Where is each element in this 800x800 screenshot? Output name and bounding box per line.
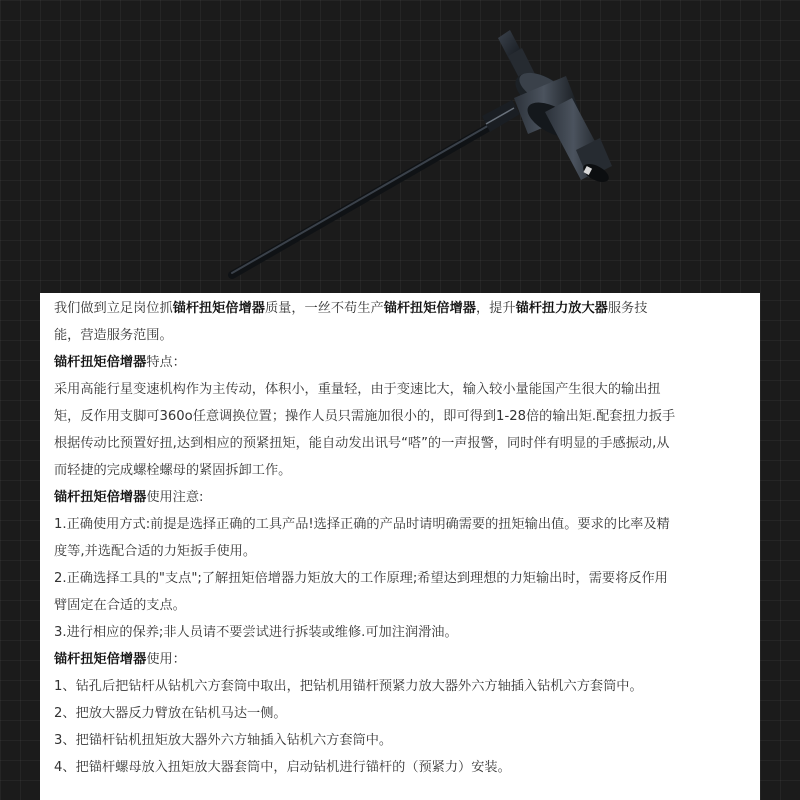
- notes-line: 臂固定在合适的支点。: [54, 598, 186, 613]
- notes-line: 3.进行相应的保养;非人员请不要尝试进行拆装或维修.可加注润滑油。: [54, 625, 458, 640]
- torque-multiplier-product-image: [0, 0, 800, 292]
- notes-line: 1.正确使用方式:前提是选择正确的工具产品!选择正确的产品时请明确需要的扭矩输出值。要求的比率及精: [54, 517, 670, 532]
- notes-heading: 锚杆扭矩倍增器使用注意:: [54, 490, 204, 505]
- features-line: 采用高能行星变速机构作为主传动，体积小，重量轻，由于变速比大，输入较小量能国产生很大的输出扭: [54, 382, 661, 397]
- features-heading: 锚杆扭矩倍增器特点：: [54, 355, 186, 370]
- features-line: 而轻捷的完成螺栓螺母的紧固拆卸工作。: [54, 463, 292, 478]
- usage-step: 3、把锚杆钻机扭矩放大器外六方轴插入钻机六方套筒中。: [54, 733, 393, 748]
- usage-step: 2、把放大器反力臂放在钻机马达一侧。: [54, 706, 287, 721]
- features-line: 矩，反作用支脚可360o任意调换位置；操作人员只需施加很小的，即可得到1-28倍的输出矩.配套扭力扳手: [54, 409, 676, 424]
- notes-line: 2.正确选择工具的"支点";了解扭矩倍增器力矩放大的工作原理;希望达到理想的力矩输出时，需要将反作用: [54, 571, 668, 586]
- description-panel: [40, 293, 760, 800]
- intro-line-2: 能，营造服务范围。: [54, 328, 173, 343]
- usage-step: 1、钻孔后把钻杆从钻机六方套筒中取出，把钻机用锚杆预紧力放大器外六方轴插入钻机六方套筒中。: [54, 679, 643, 694]
- usage-heading: 锚杆扭矩倍增器使用：: [54, 652, 186, 667]
- notes-line: 度等,并选配合适的力矩扳手使用。: [54, 544, 257, 559]
- usage-step: 4、把锚杆螺母放入扭矩放大器套筒中，启动钻机进行锚杆的（预紧力）安装。: [54, 760, 511, 775]
- features-line: 根据传动比预置好扭,达到相应的预紧扭矩，能自动发出讯号“嗒”的一声报警，同时伴有明显的手感振动,从: [54, 436, 670, 451]
- intro-line-1: 我们做到立足岗位抓锚杆扭矩倍增器质量，一丝不苟生产锚杆扭矩倍增器，提升锚杆扭力放大器服务技: [54, 301, 648, 316]
